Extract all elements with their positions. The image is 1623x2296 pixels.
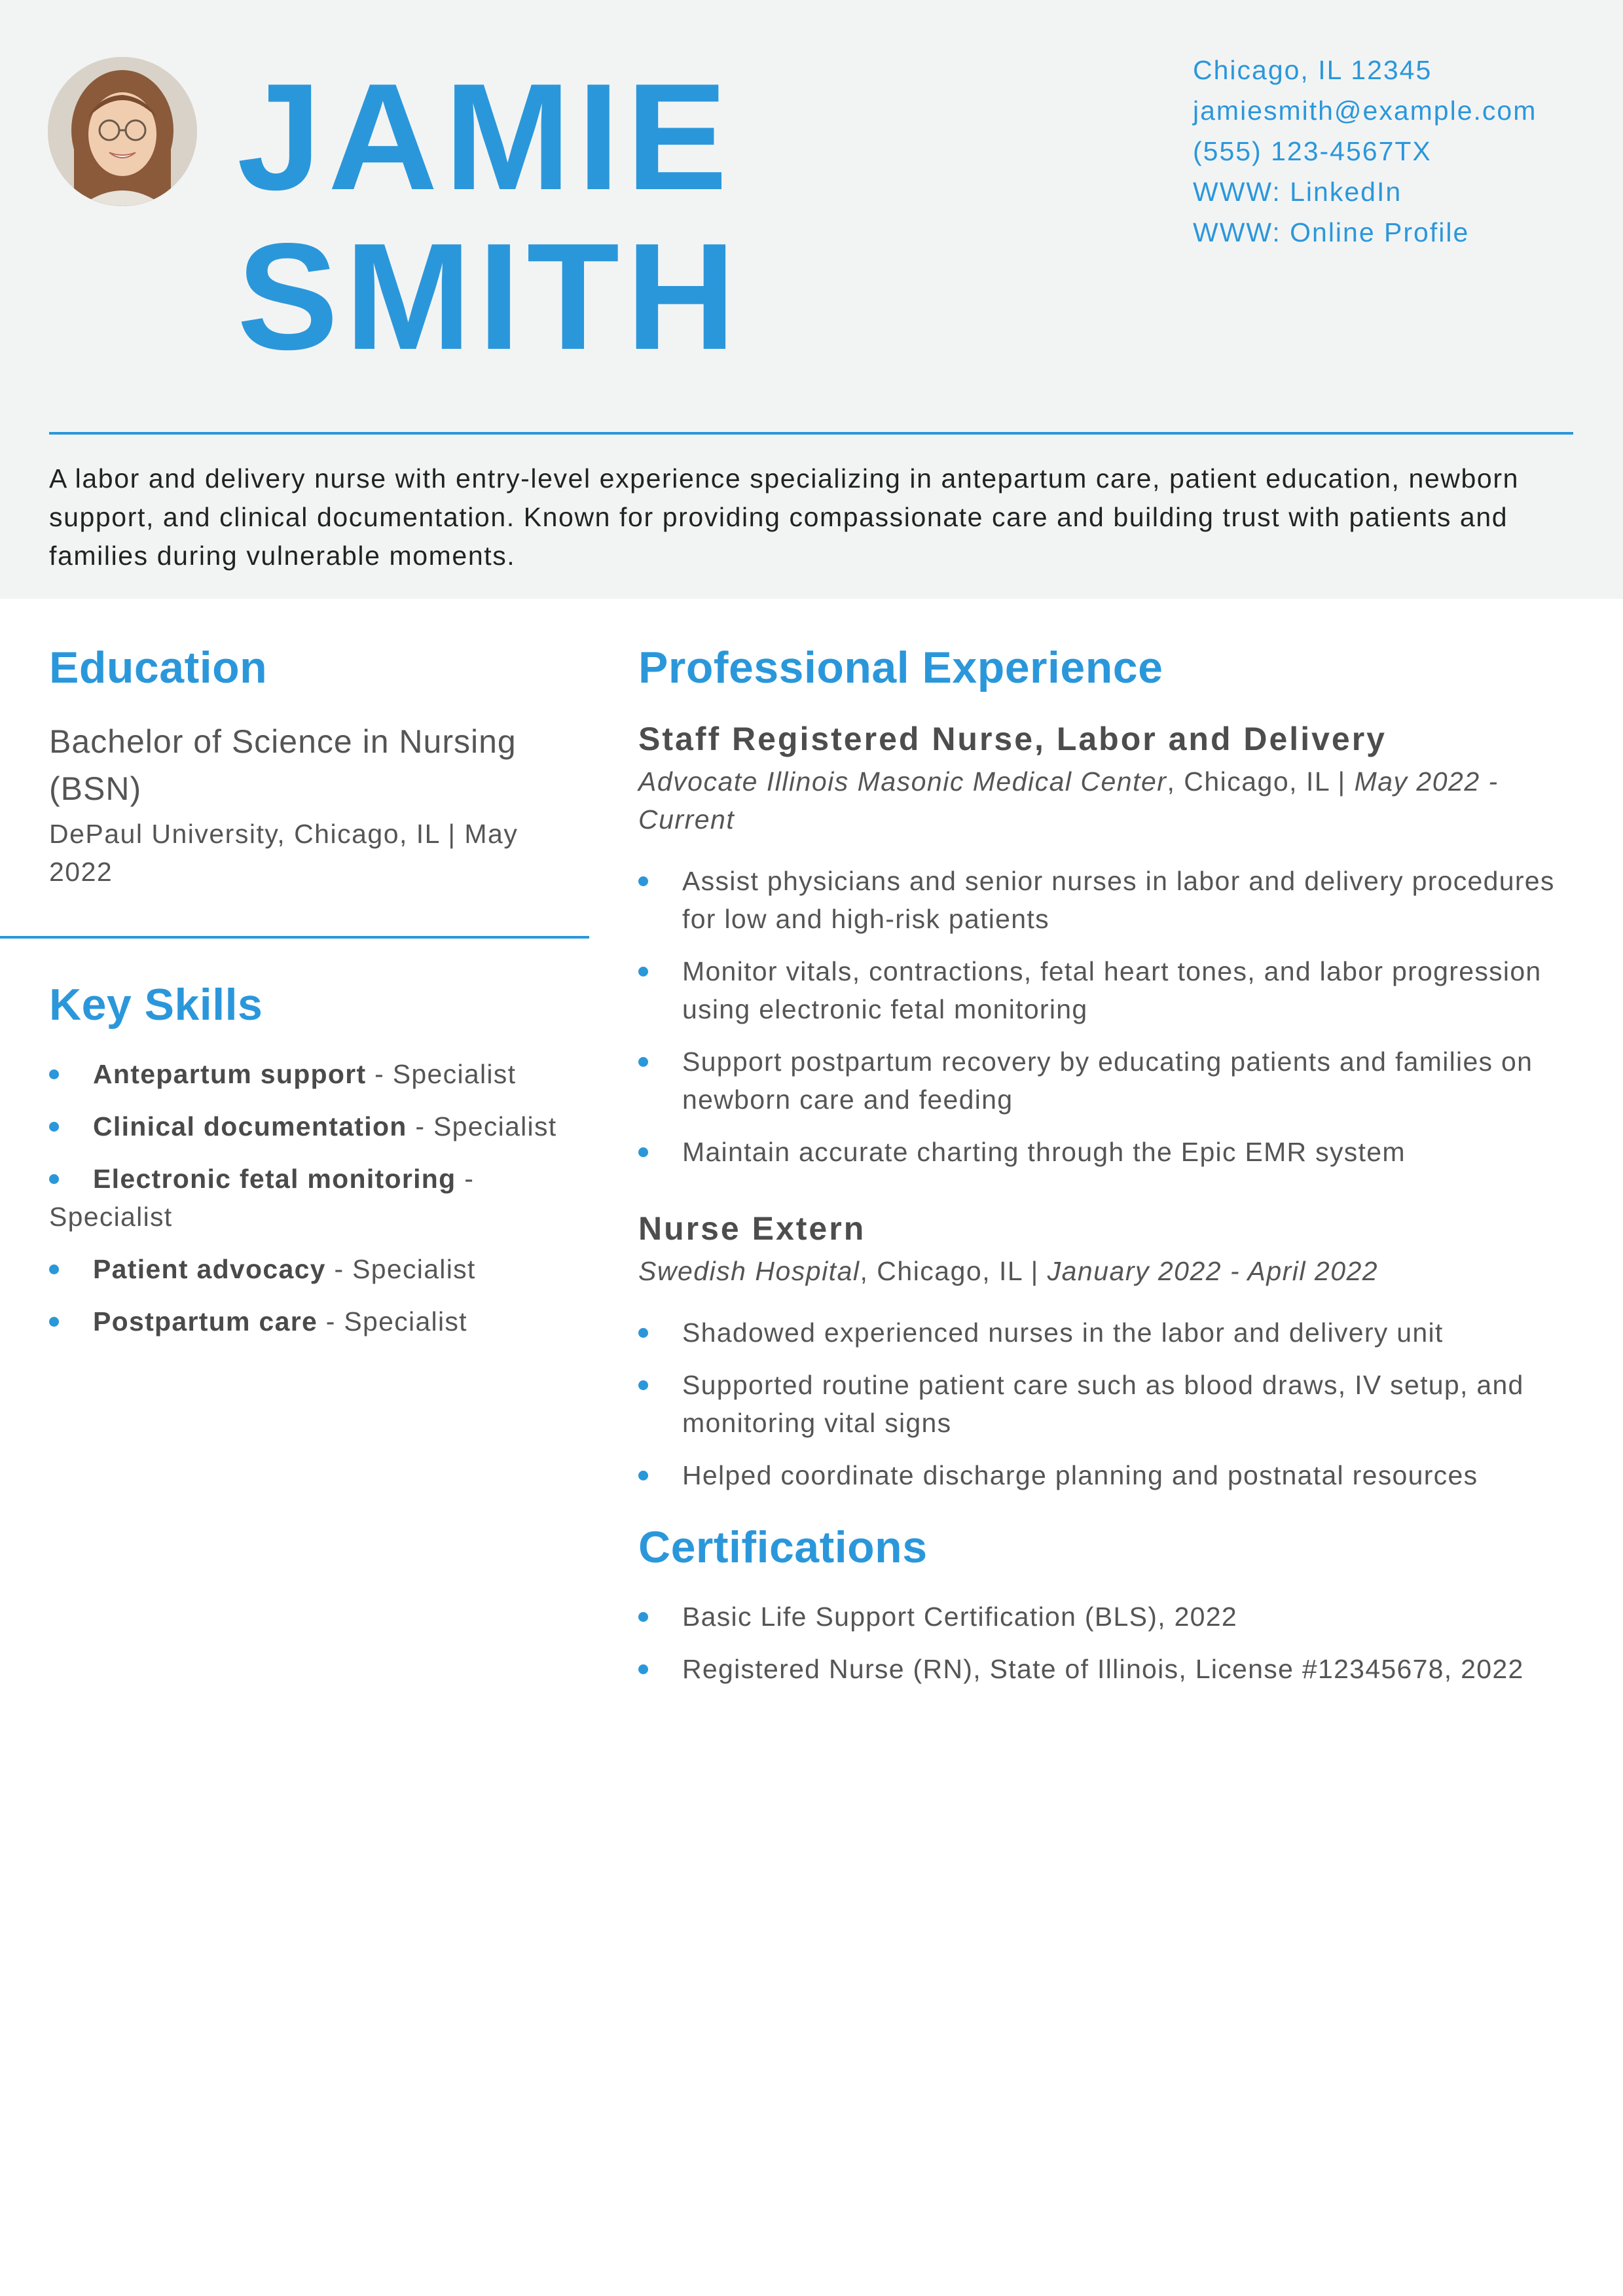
certifications-section	[638, 1518, 1581, 1688]
list-item: Shadowed experienced nurses in the labor and delivery unit	[638, 1314, 1581, 1352]
job-dates: January 2022 - April 2022	[1047, 1256, 1379, 1286]
key-skills-section	[49, 975, 586, 1355]
key-skills-list	[49, 1055, 586, 1340]
contact-email[interactable]: jamiesmith@example.com	[1193, 96, 1537, 126]
bullet-icon	[638, 967, 648, 977]
bullet-icon	[638, 1057, 648, 1067]
job-location: , Chicago, IL	[1167, 766, 1330, 797]
job-duties-list	[638, 862, 1581, 1171]
list-item: Helped coordinate discharge planning and postnatal resources	[638, 1456, 1581, 1494]
certifications-heading: Certifications	[638, 1522, 928, 1572]
job-dates: May 2022 - Current	[638, 766, 1499, 834]
list-item: Basic Life Support Certification (BLS), 2022	[638, 1598, 1581, 1636]
list-item: Electronic fetal monitoring - Specialist	[49, 1164, 475, 1232]
education-degree: Bachelor of Science in Nursing (BSN)	[49, 723, 517, 807]
list-item: Monitor vitals, contractions, fetal heart tones, and labor progression using electronic fetal monitoring	[638, 952, 1581, 1028]
contact-list	[1193, 50, 1537, 253]
job-meta	[638, 1252, 1581, 1290]
left-column-divider	[0, 936, 589, 939]
job-meta	[638, 762, 1581, 838]
bullet-icon	[638, 1612, 648, 1622]
key-skills-heading: Key Skills	[49, 980, 263, 1030]
bullet-icon	[638, 876, 648, 886]
professional-summary: A labor and delivery nurse with entry-level experience specializing in antepartum care, patient education, newborn support, and clinical documentation. Known for providing compassionate care and building trust with patients and families during vulnerable moments.	[49, 463, 1519, 571]
job-employer: Swedish Hospital	[638, 1256, 860, 1286]
contact-online-profile[interactable]: WWW: Online Profile	[1193, 217, 1470, 247]
header-band	[0, 0, 1623, 599]
job-entry	[638, 1208, 1581, 1494]
profile-photo-icon	[48, 57, 197, 206]
job-separator: |	[1329, 766, 1355, 797]
list-item: Assist physicians and senior nurses in labor and delivery procedures for low and high-risk patients	[638, 862, 1581, 938]
list-item: Antepartum support - Specialist	[49, 1055, 586, 1093]
candidate-name	[237, 52, 742, 382]
education-school: DePaul University, Chicago, IL | May 2022	[49, 819, 519, 887]
header-divider	[49, 432, 1573, 435]
certifications-list	[638, 1598, 1581, 1688]
right-column	[638, 638, 1581, 1702]
bullet-icon	[49, 1265, 59, 1274]
list-item: Support postpartum recovery by educating patients and families on newborn care and feeding	[638, 1043, 1581, 1119]
job-duties-list	[638, 1314, 1581, 1494]
bullet-icon	[49, 1174, 59, 1184]
bullet-icon	[638, 1380, 648, 1390]
job-title: Staff Registered Nurse, Labor and Delivery	[638, 721, 1387, 757]
contact-phone[interactable]: (555) 123-4567TX	[1193, 136, 1432, 166]
bullet-icon	[638, 1664, 648, 1674]
job-entry	[638, 718, 1581, 1171]
list-item: Maintain accurate charting through the Epic EMR system	[638, 1133, 1581, 1171]
bullet-icon	[49, 1317, 59, 1327]
bullet-icon	[49, 1069, 59, 1079]
bullet-icon	[638, 1147, 648, 1157]
education-heading: Education	[49, 643, 268, 692]
job-employer: Advocate Illinois Masonic Medical Center	[638, 766, 1167, 797]
first-name: JAMIE	[237, 52, 735, 222]
last-name: SMITH	[237, 212, 742, 382]
list-item: Patient advocacy - Specialist	[49, 1250, 586, 1288]
list-item: Registered Nurse (RN), State of Illinois, License #12345678, 2022	[638, 1650, 1581, 1688]
bullet-icon	[638, 1328, 648, 1338]
contact-linkedin[interactable]: WWW: LinkedIn	[1193, 177, 1402, 207]
left-column	[49, 638, 573, 891]
bullet-icon	[638, 1471, 648, 1480]
bullet-icon	[49, 1122, 59, 1132]
experience-heading: Professional Experience	[638, 643, 1163, 692]
job-location: , Chicago, IL	[860, 1256, 1023, 1286]
list-item: Postpartum care - Specialist	[49, 1302, 586, 1340]
job-title: Nurse Extern	[638, 1210, 866, 1247]
avatar	[48, 57, 197, 206]
job-separator: |	[1022, 1256, 1048, 1286]
contact-address: Chicago, IL 12345	[1193, 55, 1432, 85]
list-item: Clinical documentation - Specialist	[49, 1107, 586, 1145]
list-item: Supported routine patient care such as blood draws, IV setup, and monitoring vital signs	[638, 1366, 1581, 1442]
